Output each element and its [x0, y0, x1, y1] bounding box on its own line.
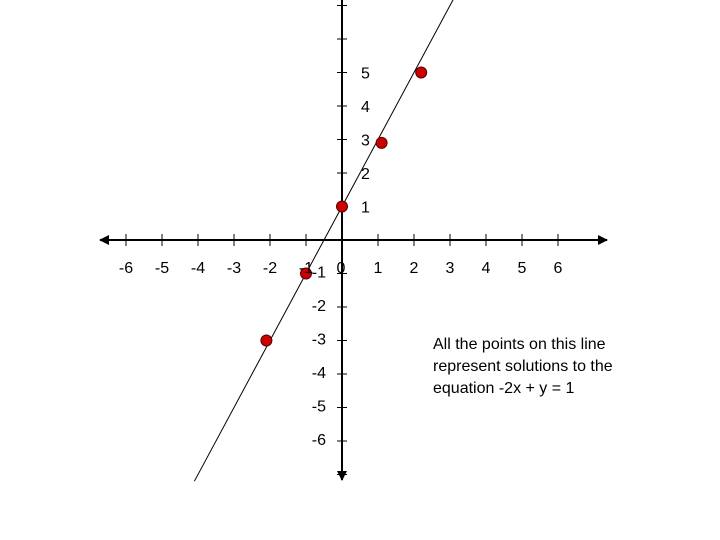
y-tick-label: 4	[361, 99, 370, 116]
solution-point	[261, 335, 272, 346]
x-tick-label: -4	[190, 260, 206, 277]
y-tick-label: -1	[311, 264, 326, 282]
y-tick-label: 2	[361, 166, 370, 183]
x-tick-label: 6	[553, 260, 563, 277]
solution-point	[337, 201, 348, 212]
y-tick-label: 1	[361, 199, 370, 217]
x-tick-label: -1	[298, 260, 314, 277]
x-tick-label: -2	[262, 260, 278, 277]
x-tick-label: -5	[154, 260, 170, 277]
solution-point	[416, 67, 427, 78]
y-tick-label: -3	[311, 331, 326, 349]
y-tick-label: -5	[311, 398, 326, 416]
y-tick-label: -2	[311, 298, 326, 315]
y-tick-label: -4	[311, 365, 326, 382]
solution-point	[376, 137, 387, 148]
x-tick-label: 4	[481, 260, 491, 277]
x-tick-label: 2	[409, 260, 419, 277]
x-tick-label: -3	[226, 260, 242, 277]
y-tick-label: 5	[361, 65, 370, 83]
x-tick-label: -6	[118, 260, 134, 277]
annotation-text: All the points on this line represent solutions to the equation -2x + y = 1	[433, 336, 613, 397]
x-tick-label: 1	[373, 260, 383, 277]
x-tick-label: 3	[445, 260, 455, 277]
y-tick-label: -6	[311, 432, 326, 449]
x-tick-label: 0	[336, 260, 346, 277]
y-tick-label: 3	[361, 132, 370, 150]
solution-points	[261, 67, 427, 346]
x-tick-label: 5	[517, 260, 527, 277]
